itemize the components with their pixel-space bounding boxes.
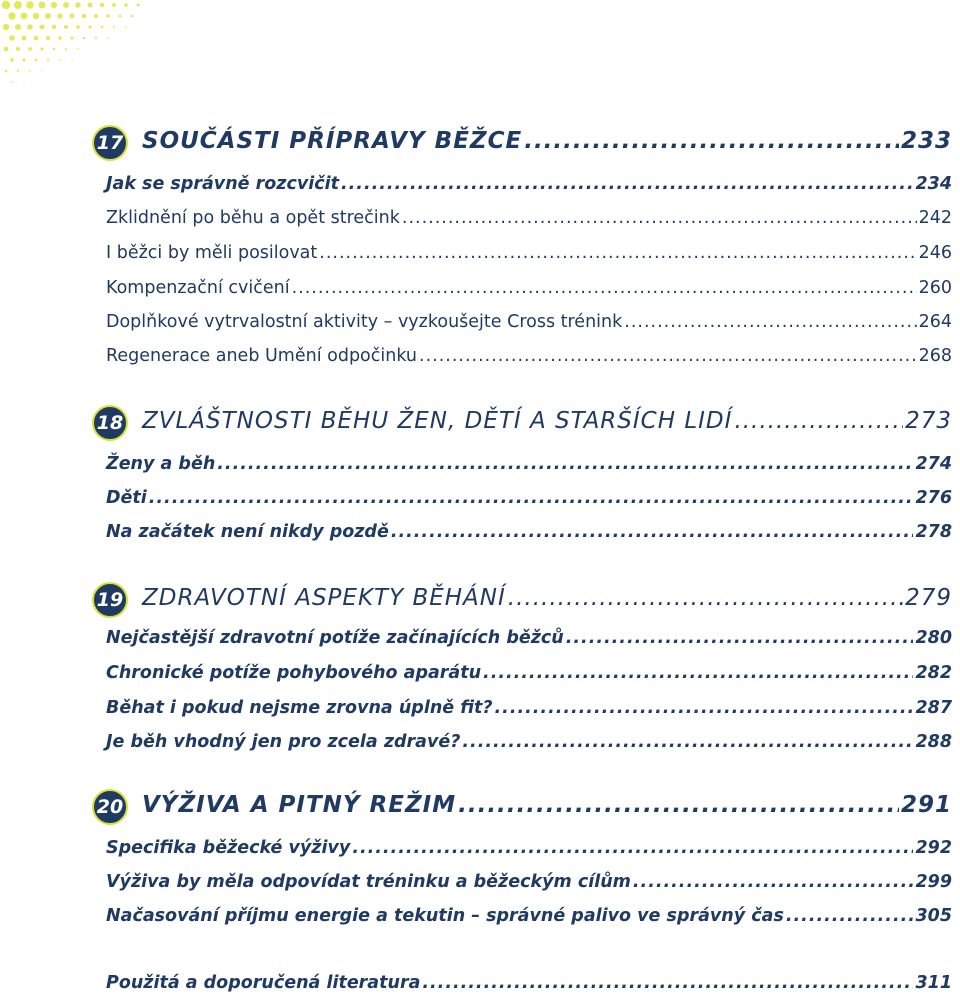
decorative-dot — [131, 15, 134, 18]
decorative-dot — [22, 58, 25, 61]
decorative-dot — [118, 14, 121, 17]
decorative-dot — [14, 1, 22, 9]
chapter-title: ZDRAVOTNÍ ASPEKTY BĚHÁNÍ — [142, 585, 506, 611]
entry-title: Specifika běžecké výživy — [106, 838, 351, 858]
decorative-dot — [21, 35, 26, 40]
entry-title: Načasování příjmu energie a tekutin – správné palivo ve správný čas — [106, 906, 784, 926]
chapter-heading[interactable] — [142, 792, 952, 818]
dot-leader — [217, 454, 913, 474]
entry-title: Doplňkové vytrvalostní aktivity – vyzkoušejte Cross trénink — [106, 312, 623, 332]
decorative-dot — [3, 24, 10, 31]
chapter-title: VÝŽIVA A PITNÝ REŽIM — [142, 792, 457, 818]
decorative-dot — [75, 2, 80, 7]
decorative-dot — [21, 13, 28, 20]
chapter-title: ZVLÁŠTNOSTI BĚHU ŽEN, DĚTÍ A STARŠÍCH LIDÍ — [142, 408, 733, 434]
decorative-dot — [82, 14, 87, 19]
decorative-dot — [100, 3, 104, 7]
dot-leader — [352, 838, 913, 858]
entry-title: Jak se správně rozcvičit — [106, 174, 339, 194]
entry-page-number: 311 — [915, 973, 952, 993]
entry-title: Je běh vhodný jen pro zcela zdravé? — [106, 732, 461, 752]
decorative-dot — [59, 59, 61, 61]
decorative-dot — [39, 24, 44, 29]
entry-page-number: 288 — [915, 732, 952, 752]
dot-leader — [391, 522, 914, 542]
dot-leader — [149, 488, 914, 508]
decorative-dot — [23, 81, 24, 82]
entry-title: Použitá a doporučená literatura — [106, 973, 421, 993]
decorative-dot — [125, 26, 127, 28]
decorative-dot — [113, 26, 115, 28]
dot-leader — [292, 278, 917, 298]
toc-entry[interactable] — [106, 312, 952, 332]
chapter-heading[interactable] — [142, 128, 952, 154]
decorative-dot — [76, 25, 80, 29]
toc-entry[interactable] — [106, 522, 952, 542]
entry-page-number: 264 — [918, 312, 952, 332]
entry-title: Zklidnění po běhu a opět strečink — [106, 208, 400, 228]
dot-leader — [524, 128, 899, 154]
decorative-dot — [33, 13, 39, 19]
entry-page-number: 287 — [915, 698, 952, 718]
decorative-dot — [39, 2, 46, 9]
entry-page-number: 234 — [915, 174, 952, 194]
chapter-page-number: 273 — [905, 408, 952, 434]
toc-entry[interactable] — [106, 732, 952, 752]
decorative-dot — [17, 70, 19, 72]
toc-entry[interactable] — [106, 243, 952, 263]
toc-entry[interactable] — [106, 906, 952, 926]
decorative-dot — [88, 25, 91, 28]
toc-entry[interactable] — [106, 838, 952, 858]
toc-entry[interactable] — [106, 628, 952, 648]
decorative-dot — [65, 48, 67, 50]
decorative-dot-pattern — [0, 0, 140, 90]
decorative-dot — [10, 58, 14, 62]
decorative-dot — [52, 25, 57, 30]
decorative-dot — [8, 12, 15, 19]
dot-leader — [624, 312, 916, 332]
decorative-dot — [70, 36, 73, 39]
dot-leader — [402, 208, 917, 228]
decorative-dot — [51, 2, 57, 8]
decorative-dot — [63, 2, 69, 8]
decorative-dot — [112, 3, 116, 7]
entry-page-number: 260 — [918, 278, 952, 298]
decorative-dot — [64, 25, 68, 29]
toc-entry[interactable] — [106, 698, 952, 718]
entry-title: Běhat i pokud nejsme zrovna úplně fit? — [106, 698, 493, 718]
decorative-dot — [5, 70, 8, 73]
decorative-dot — [71, 59, 72, 60]
toc-entry[interactable] — [106, 174, 952, 194]
chapter-number-badge: 18 — [92, 405, 128, 441]
dot-leader — [786, 906, 914, 926]
entry-page-number: 280 — [915, 628, 952, 648]
dot-leader — [483, 663, 913, 683]
decorative-dot — [70, 14, 75, 19]
chapter-number-badge: 17 — [92, 125, 128, 161]
decorative-dot — [9, 35, 15, 41]
entry-page-number: 276 — [915, 488, 952, 508]
entry-title: Děti — [106, 488, 147, 508]
decorative-dot — [27, 24, 33, 30]
chapter-heading[interactable] — [142, 585, 952, 611]
decorative-dot — [28, 47, 32, 51]
decorative-dot — [107, 37, 109, 39]
decorative-dot — [77, 48, 79, 50]
decorative-dot — [15, 24, 21, 30]
decorative-dot — [4, 47, 9, 52]
entry-title: Ženy a běh — [106, 454, 216, 474]
dot-leader — [566, 628, 914, 648]
decorative-dot — [34, 36, 39, 41]
entry-page-number: 268 — [918, 346, 952, 366]
chapter-page-number: 291 — [900, 792, 952, 818]
entry-page-number: 246 — [918, 243, 952, 263]
toc-entry[interactable] — [106, 872, 952, 892]
toc-entry[interactable] — [106, 346, 952, 366]
entry-page-number: 292 — [915, 838, 952, 858]
entry-page-number: 299 — [915, 872, 952, 892]
decorative-dot — [53, 48, 56, 51]
chapter-page-number: 279 — [905, 585, 952, 611]
dot-leader — [319, 243, 916, 263]
chapter-number-badge: 20 — [92, 789, 128, 825]
entry-page-number: 282 — [915, 663, 952, 683]
entry-page-number: 305 — [915, 906, 952, 926]
entry-title: Výživa by měla odpovídat tréninku a běžeckým cílům — [106, 872, 631, 892]
toc-entry[interactable] — [106, 663, 952, 683]
dot-leader — [508, 585, 903, 611]
entry-title: Na začátek není nikdy pozdě — [106, 522, 389, 542]
decorative-dot — [29, 70, 31, 72]
decorative-dot — [2, 1, 10, 9]
decorative-dot — [101, 26, 104, 29]
entry-page-number: 242 — [918, 208, 952, 228]
entry-title: Kompenzační cvičení — [106, 278, 290, 298]
decorative-dot — [35, 59, 38, 62]
decorative-dot — [57, 13, 63, 19]
chapter-page-number: 233 — [900, 128, 952, 154]
dot-leader — [419, 346, 917, 366]
decorative-dot — [41, 70, 42, 71]
dot-leader — [341, 174, 913, 194]
chapter-number-badge: 19 — [92, 582, 128, 618]
decorative-dot — [45, 13, 51, 19]
decorative-dot — [88, 3, 93, 8]
entry-page-number: 278 — [915, 522, 952, 542]
entry-title: Regenerace aneb Umění odpočinku — [106, 346, 418, 366]
entry-title: Nejčastější zdravotní potíže začínajících běžců — [106, 628, 564, 648]
chapter-title: SOUČÁSTI PŘÍPRAVY BĚŽCE — [142, 128, 523, 154]
toc-entry[interactable] — [106, 208, 952, 228]
dot-leader — [495, 698, 914, 718]
chapter-heading[interactable] — [142, 408, 952, 434]
decorative-dot — [16, 47, 20, 51]
decorative-dot — [46, 36, 50, 40]
dot-leader — [458, 792, 899, 818]
decorative-dot — [83, 37, 86, 40]
toc-entry[interactable] — [106, 454, 952, 474]
dot-leader — [734, 408, 903, 434]
dot-leader — [462, 732, 913, 752]
decorative-dot — [124, 3, 128, 7]
dot-leader — [422, 973, 913, 993]
entry-page-number: 274 — [915, 454, 952, 474]
decorative-dot — [106, 14, 110, 18]
decorative-dot — [47, 59, 49, 61]
entry-title: I běžci by měli posilovat — [106, 243, 318, 263]
decorative-dot — [136, 3, 139, 6]
decorative-dot — [40, 47, 43, 50]
decorative-dot — [58, 36, 62, 40]
toc-entry[interactable] — [106, 488, 952, 508]
decorative-dot — [26, 1, 33, 8]
decorative-dot — [95, 37, 97, 39]
dot-leader — [633, 872, 914, 892]
decorative-dot — [11, 81, 13, 83]
toc-entry-references[interactable] — [106, 973, 952, 993]
decorative-dot — [94, 14, 98, 18]
entry-title: Chronické potíže pohybového aparátu — [106, 663, 482, 683]
toc-entry[interactable] — [106, 278, 952, 298]
